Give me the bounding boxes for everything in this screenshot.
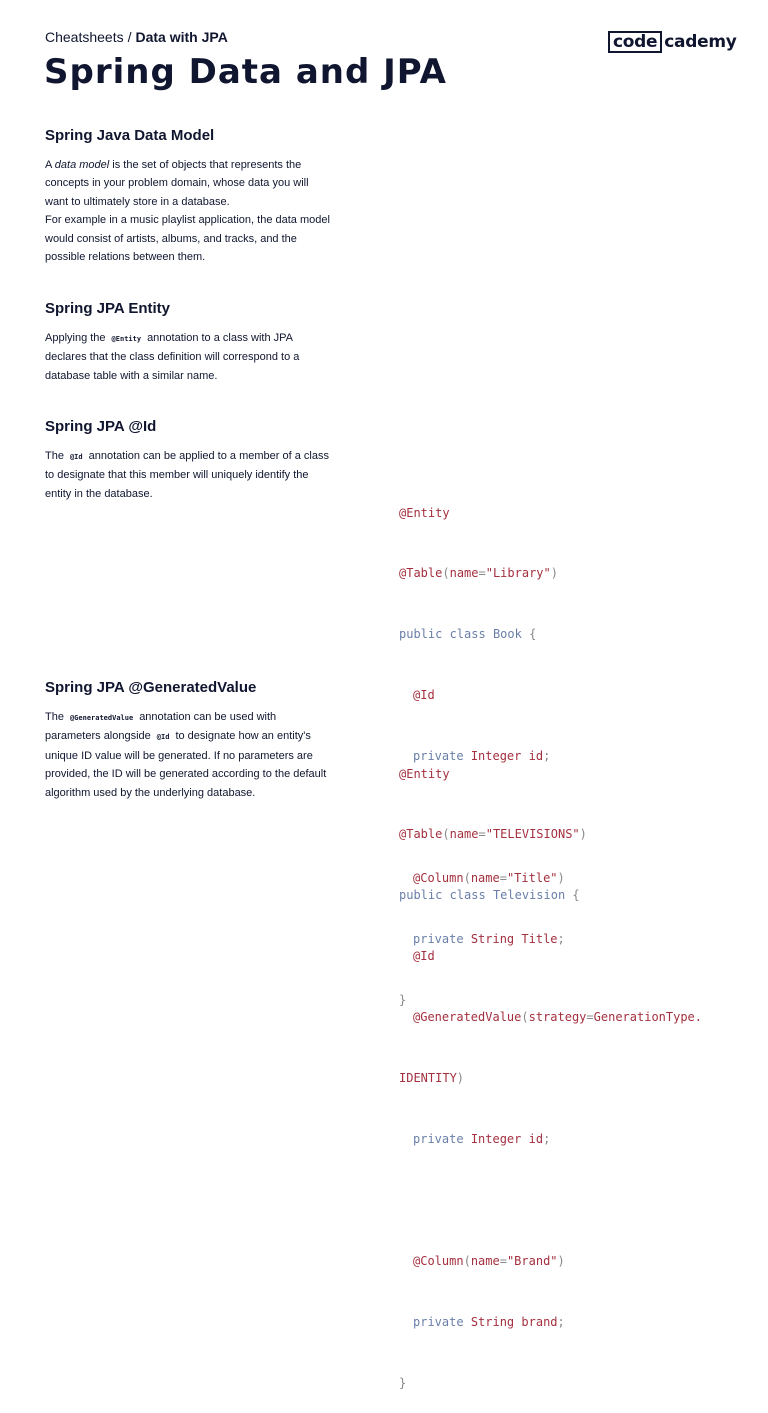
code-token: id: [528, 749, 544, 764]
code-token: @Column: [413, 870, 464, 885]
code-token: "TELEVISIONS": [485, 827, 580, 842]
code-token: strategy: [528, 1010, 587, 1025]
code-token: Integer: [470, 749, 522, 764]
code-token: {: [529, 627, 537, 642]
inline-code: @Entity: [111, 335, 142, 343]
breadcrumb-parent-link[interactable]: Cheatsheets: [45, 29, 124, 45]
logo-rest-text: cademy: [664, 32, 737, 52]
codecademy-logo[interactable]: [608, 31, 737, 53]
code-token: name: [470, 870, 500, 885]
breadcrumb-separator: /: [127, 29, 132, 45]
code-token: public class: [399, 627, 486, 642]
code-token: private: [413, 931, 464, 946]
code-token: brand: [521, 1314, 558, 1329]
code-token: id: [528, 1131, 544, 1146]
code-token: @Entity: [399, 766, 450, 781]
code-token: @Column: [413, 1253, 464, 1268]
section-body: [45, 329, 330, 385]
section-jpa-id: [45, 418, 330, 503]
code-token: "Brand": [506, 1253, 558, 1268]
section-body-2: For example in a music playlist application, the data model would consist of artists, albums, and tracks, and the possible relations between them.: [45, 214, 330, 264]
code-token: "Library": [485, 566, 551, 581]
inline-code: @Id: [156, 733, 170, 742]
code-token: String: [470, 931, 515, 946]
code-token: @Id: [413, 688, 435, 703]
section-body: [45, 708, 330, 802]
section-jpa-entity: [45, 300, 330, 385]
inline-code: @GeneratedValue: [69, 714, 134, 722]
text-run: to designate how an entity's unique ID value will be generated. If no parameters are provided, the ID will be generated according to the default algorithm used by the underlying database.: [45, 730, 327, 799]
code-block-television: @Entity @Table(name="TELEVISIONS") public class Television { @Id @GeneratedValue(strategy=GenerationType. IDENTITY) private Integer id; @Column(name="Brand") private String brand; }: [399, 766, 703, 1390]
section-title: Spring JPA @GeneratedValue: [45, 679, 257, 696]
breadcrumb: [45, 29, 228, 45]
text-run: annotation can be applied to a member of a class to designate that this member will uniquely identify the entity in the database.: [45, 450, 329, 500]
code-token: String: [470, 1314, 515, 1329]
code-token: Title: [521, 931, 558, 946]
section-body: [45, 156, 330, 211]
code-token: Book: [492, 627, 522, 642]
code-token: @Id: [413, 949, 435, 964]
code-block-book: @Entity @Table(name="Library") public class Book { @Id private Integer id; @Column(name="Title") private String Title; }: [399, 505, 565, 1007]
code-token: name: [449, 566, 479, 581]
code-token: private: [413, 749, 464, 764]
section-body: [45, 447, 330, 503]
logo-boxed-text: code: [608, 31, 662, 53]
text-run: A: [45, 159, 55, 171]
code-token: IDENTITY: [399, 1071, 457, 1086]
code-token: @Table: [399, 566, 443, 581]
text-run: annotation can be used with parameters alongside: [45, 711, 277, 743]
text-run: annotation to a class with JPA declares that the class definition will correspond to a database table with a similar name.: [45, 332, 300, 382]
code-token: GenerationType.: [593, 1010, 703, 1025]
section-title: Spring Java Data Model: [45, 127, 215, 144]
emphasis-text: data model: [54, 159, 110, 171]
code-token: name: [470, 1253, 500, 1268]
inline-code: @Id: [69, 453, 83, 461]
code-token: {: [572, 888, 580, 903]
section-data-model: [45, 127, 330, 266]
text-run: is the set of objects that represents the concepts in your problem domain, whose data you will want to ultimately store in a database.: [45, 159, 309, 208]
code-token: "Title": [506, 870, 558, 885]
code-token: private: [413, 1314, 464, 1329]
text-run: The: [45, 450, 64, 462]
section-generated-value: [45, 679, 330, 802]
code-token: @Entity: [399, 505, 450, 520]
page-title: Spring Data and JPA: [44, 52, 447, 92]
code-token: private: [413, 1131, 464, 1146]
breadcrumb-current: Data with JPA: [135, 29, 228, 45]
code-token: }: [399, 1375, 407, 1390]
code-token: Integer: [470, 1131, 522, 1146]
section-title: Spring JPA Entity: [45, 300, 171, 317]
code-token: name: [449, 827, 479, 842]
text-run: The: [45, 711, 64, 723]
code-token: @Table: [399, 827, 443, 842]
code-token: Television: [492, 888, 566, 903]
text-run: Applying the: [45, 332, 106, 344]
code-token: public class: [399, 888, 486, 903]
code-token: }: [399, 992, 407, 1007]
section-title: Spring JPA @Id: [45, 418, 157, 435]
code-token: @GeneratedValue: [413, 1010, 522, 1025]
